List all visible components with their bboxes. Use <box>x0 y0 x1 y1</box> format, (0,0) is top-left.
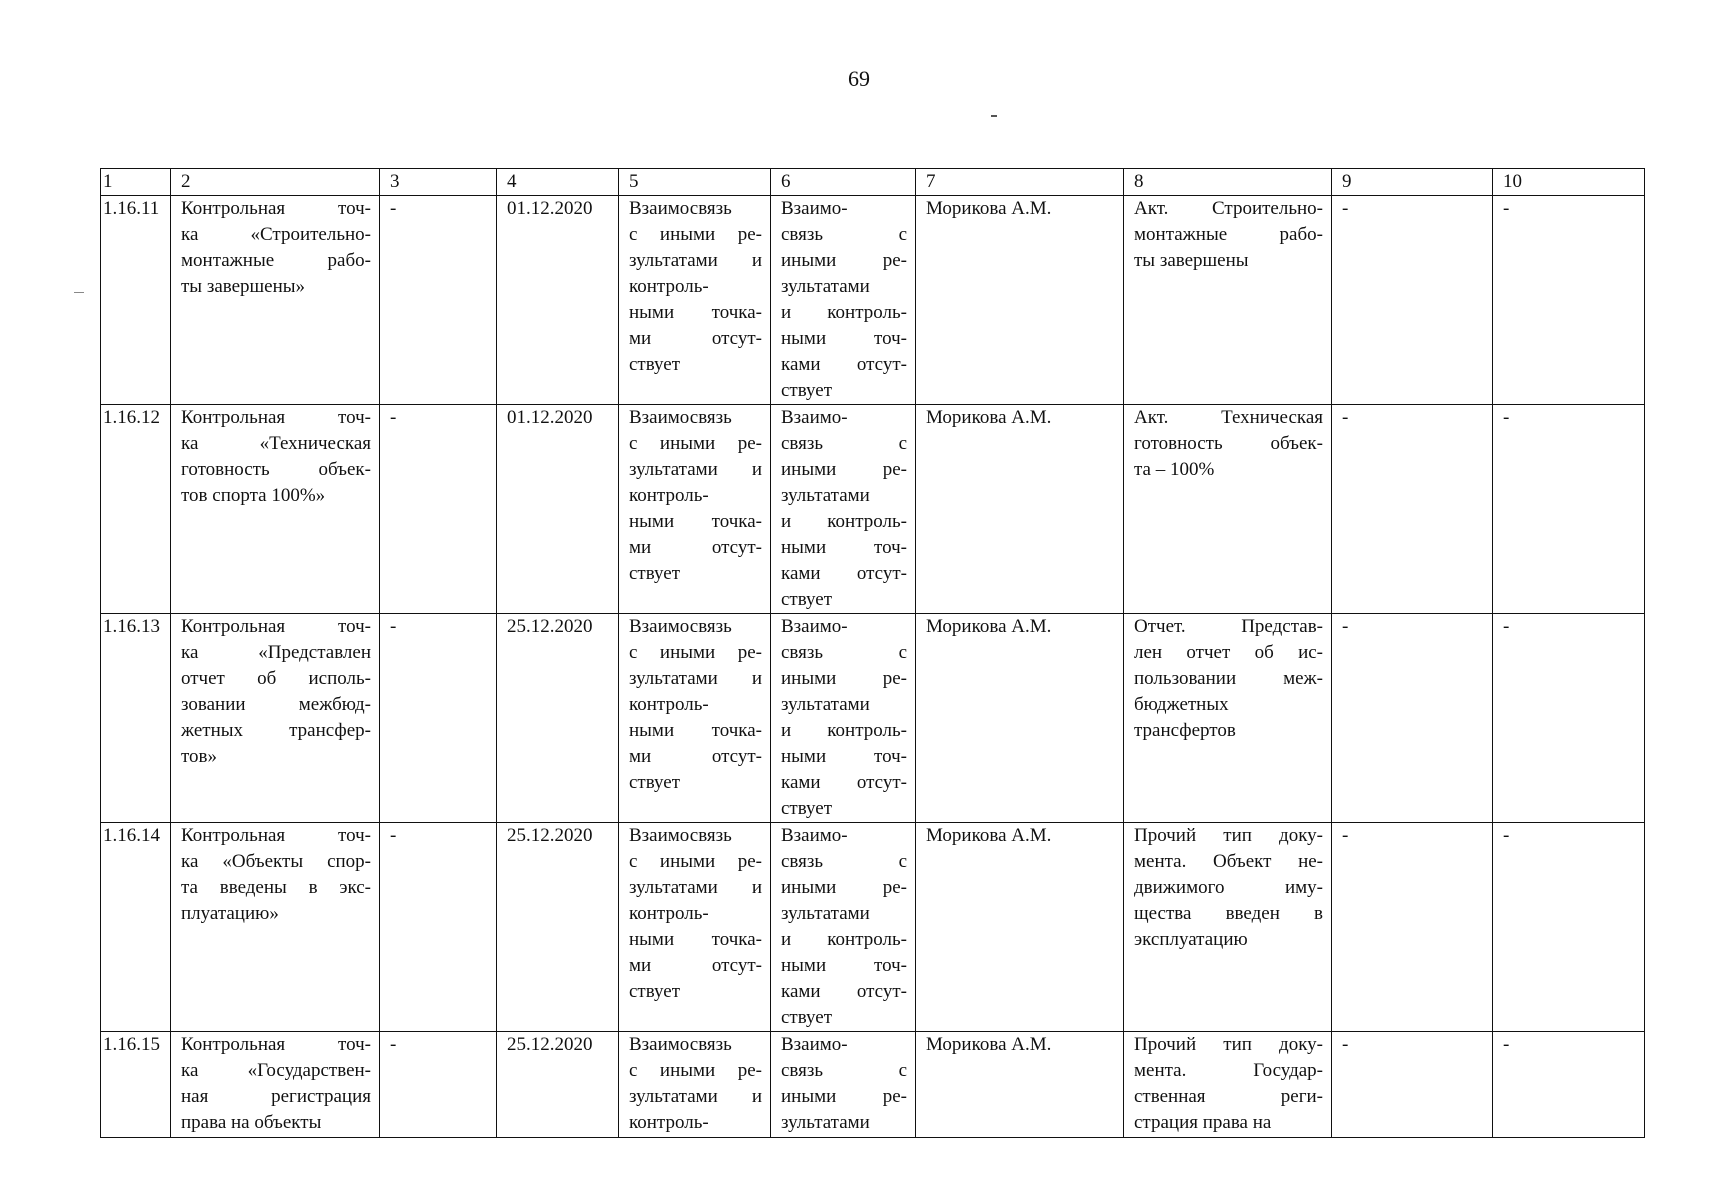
cell-line: Акт. Строительно- <box>1134 198 1323 219</box>
relationship-cell <box>619 1032 771 1138</box>
row-number-cell: 1.16.11 <box>101 196 171 405</box>
cell-line: та – 100% <box>1134 459 1215 480</box>
cell-line: иными ре- <box>781 1086 907 1107</box>
relationship-detail-cell <box>771 823 916 1032</box>
cell-line: ствует <box>781 1007 833 1028</box>
cell-line: Взаимо- <box>781 407 848 428</box>
column-10-cell: - <box>1493 405 1645 614</box>
cell-line: ными точ- <box>781 746 907 767</box>
cell-line: ка «Государствен- <box>181 1060 371 1081</box>
cell-line: зультатами <box>781 1112 870 1133</box>
cell-line: ками отсут- <box>781 981 907 1002</box>
cell-line: связь с <box>781 851 907 872</box>
scan-mark <box>74 292 84 293</box>
relationship-detail-cell <box>771 1032 916 1138</box>
cell-line: та введены в экс- <box>181 877 371 898</box>
column-header: 9 <box>1332 169 1493 196</box>
cell-line: связь с <box>781 1060 907 1081</box>
column-header: 4 <box>497 169 619 196</box>
cell-line: зультатами <box>781 694 870 715</box>
date-cell: 25.12.2020 <box>497 614 619 823</box>
cell-line: ка «Техническая <box>181 433 371 454</box>
column-10-cell: - <box>1493 196 1645 405</box>
cell-line: ствует <box>629 981 681 1002</box>
cell-line: Взаимосвязь <box>629 616 732 637</box>
column-header: 1 <box>101 169 171 196</box>
cell-line: готовность объек- <box>1134 433 1323 454</box>
relationship-detail-cell <box>771 614 916 823</box>
cell-line: Отчет. Представ- <box>1134 616 1323 637</box>
cell-line: иными ре- <box>781 668 907 689</box>
cell-line: ты завершены» <box>181 276 306 297</box>
column-9-cell: - <box>1332 196 1493 405</box>
cell-line: Контрольная точ- <box>181 1034 371 1055</box>
cell-line: бюджетных <box>1134 694 1229 715</box>
cell-line: тов спорта 100%» <box>181 485 326 506</box>
row-number-cell: 1.16.14 <box>101 823 171 1032</box>
cell-line: ствует <box>629 563 681 584</box>
cell-line: зультатами и <box>629 668 762 689</box>
control-point-name-cell <box>171 614 380 823</box>
plan-table <box>100 168 1645 1138</box>
control-point-name-cell <box>171 1032 380 1138</box>
cell-line: ками отсут- <box>781 354 907 375</box>
date-cell: 01.12.2020 <box>497 405 619 614</box>
row-number-cell: 1.16.15 <box>101 1032 171 1138</box>
scan-mark <box>991 115 997 117</box>
cell-line: Взаимо- <box>781 616 848 637</box>
cell-line: с иными ре- <box>629 851 762 872</box>
cell-line: зультатами <box>781 276 870 297</box>
cell-line: контроль- <box>629 485 709 506</box>
responsible-cell: Морикова А.М. <box>916 196 1124 405</box>
cell-line: зовании межбюд- <box>181 694 371 715</box>
cell-line: связь с <box>781 642 907 663</box>
table-row <box>101 196 1645 405</box>
column-header: 6 <box>771 169 916 196</box>
cell-line: плуатацию» <box>181 903 279 924</box>
relationship-cell <box>619 405 771 614</box>
row-number-cell: 1.16.13 <box>101 614 171 823</box>
cell-line: и контроль- <box>781 302 907 323</box>
cell-line: щества введен в <box>1134 903 1323 924</box>
cell-line: ствует <box>781 798 833 819</box>
cell-line: пользовании меж- <box>1134 668 1323 689</box>
cell-line: монтажные рабо- <box>181 250 371 271</box>
cell-line: Взаимо- <box>781 198 848 219</box>
cell-line: ка «Объекты спор- <box>181 851 371 872</box>
cell-line: ствует <box>629 354 681 375</box>
cell-line: иными ре- <box>781 877 907 898</box>
cell-line: движимого иму- <box>1134 877 1323 898</box>
relationship-detail-cell <box>771 405 916 614</box>
cell-line: права на объекты <box>181 1112 322 1133</box>
cell-line: ными точка- <box>629 720 762 741</box>
date-cell: 01.12.2020 <box>497 196 619 405</box>
cell-line: зультатами <box>781 903 870 924</box>
cell-line: ками отсут- <box>781 772 907 793</box>
cell-line: отчет об исполь- <box>181 668 371 689</box>
cell-line: с иными ре- <box>629 642 762 663</box>
cell-line: Взаимосвязь <box>629 407 732 428</box>
cell-line: и контроль- <box>781 720 907 741</box>
cell-line: ка «Строительно- <box>181 224 371 245</box>
cell-line: Взаимосвязь <box>629 825 732 846</box>
cell-line: страция права на <box>1134 1112 1272 1133</box>
cell-line: контроль- <box>629 903 709 924</box>
column-header: 8 <box>1124 169 1332 196</box>
cell-line: и контроль- <box>781 929 907 950</box>
cell-line: ными точка- <box>629 511 762 532</box>
column-10-cell: - <box>1493 614 1645 823</box>
cell-line: ными точка- <box>629 302 762 323</box>
cell-line: Прочий тип доку- <box>1134 1034 1323 1055</box>
cell-line: Взаимосвязь <box>629 1034 732 1055</box>
table-row <box>101 823 1645 1032</box>
relationship-detail-cell <box>771 196 916 405</box>
cell-line: ты завершены <box>1134 250 1249 271</box>
cell-line: Контрольная точ- <box>181 616 371 637</box>
cell-line: с иными ре- <box>629 224 762 245</box>
responsible-cell: Морикова А.М. <box>916 1032 1124 1138</box>
cell-line: Прочий тип доку- <box>1134 825 1323 846</box>
date-cell: 25.12.2020 <box>497 1032 619 1138</box>
responsible-cell: Морикова А.М. <box>916 405 1124 614</box>
column-header: 5 <box>619 169 771 196</box>
column-3-cell: - <box>380 614 497 823</box>
cell-line: контроль- <box>629 1112 709 1133</box>
responsible-cell: Морикова А.М. <box>916 823 1124 1032</box>
cell-line: и контроль- <box>781 511 907 532</box>
column-9-cell: - <box>1332 1032 1493 1138</box>
cell-line: зультатами и <box>629 250 762 271</box>
column-3-cell: - <box>380 405 497 614</box>
control-point-name-cell <box>171 823 380 1032</box>
cell-line: ными точ- <box>781 537 907 558</box>
column-10-cell: - <box>1493 823 1645 1032</box>
cell-line: зультатами и <box>629 459 762 480</box>
column-9-cell: - <box>1332 614 1493 823</box>
cell-line: связь с <box>781 224 907 245</box>
cell-line: ственная реги- <box>1134 1086 1323 1107</box>
cell-line: связь с <box>781 433 907 454</box>
cell-line: жетных трансфер- <box>181 720 371 741</box>
cell-line: Контрольная точ- <box>181 198 371 219</box>
header-row <box>101 169 1645 196</box>
cell-line: зультатами <box>781 485 870 506</box>
control-point-name-cell <box>171 196 380 405</box>
cell-line: ми отсут- <box>629 537 762 558</box>
cell-line: зультатами и <box>629 1086 762 1107</box>
cell-line: готовность объек- <box>181 459 371 480</box>
cell-line: ми отсут- <box>629 328 762 349</box>
cell-line: иными ре- <box>781 250 907 271</box>
document-cell <box>1124 1032 1332 1138</box>
cell-line: ми отсут- <box>629 955 762 976</box>
cell-line: контроль- <box>629 276 709 297</box>
column-10-cell: - <box>1493 1032 1645 1138</box>
cell-line: ными точ- <box>781 955 907 976</box>
column-3-cell: - <box>380 1032 497 1138</box>
document-cell <box>1124 196 1332 405</box>
cell-line: ная регистрация <box>181 1086 371 1107</box>
cell-line: Контрольная точ- <box>181 825 371 846</box>
cell-line: Акт. Техническая <box>1134 407 1323 428</box>
cell-line: мента. Объект не- <box>1134 851 1323 872</box>
column-3-cell: - <box>380 196 497 405</box>
column-9-cell: - <box>1332 405 1493 614</box>
table-row <box>101 614 1645 823</box>
table-row <box>101 1032 1645 1138</box>
cell-line: ными точ- <box>781 328 907 349</box>
cell-line: мента. Государ- <box>1134 1060 1323 1081</box>
cell-line: с иными ре- <box>629 433 762 454</box>
document-cell <box>1124 405 1332 614</box>
cell-line: Контрольная точ- <box>181 407 371 428</box>
column-header: 7 <box>916 169 1124 196</box>
cell-line: лен отчет об ис- <box>1134 642 1323 663</box>
responsible-cell: Морикова А.М. <box>916 614 1124 823</box>
relationship-cell <box>619 823 771 1032</box>
page-number: 69 <box>848 66 870 91</box>
cell-line: эксплуатацию <box>1134 929 1248 950</box>
cell-line: контроль- <box>629 694 709 715</box>
column-9-cell: - <box>1332 823 1493 1032</box>
cell-line: ными точка- <box>629 929 762 950</box>
cell-line: Взаимосвязь <box>629 198 732 219</box>
column-header: 2 <box>171 169 380 196</box>
relationship-cell <box>619 614 771 823</box>
document-cell <box>1124 614 1332 823</box>
cell-line: с иными ре- <box>629 1060 762 1081</box>
date-cell: 25.12.2020 <box>497 823 619 1032</box>
cell-line: ствует <box>781 589 833 610</box>
row-number-cell: 1.16.12 <box>101 405 171 614</box>
cell-line: ствует <box>629 772 681 793</box>
cell-line: трансфертов <box>1134 720 1236 741</box>
cell-line: ми отсут- <box>629 746 762 767</box>
column-3-cell: - <box>380 823 497 1032</box>
cell-line: зультатами и <box>629 877 762 898</box>
cell-line: тов» <box>181 746 218 767</box>
cell-line: ками отсут- <box>781 563 907 584</box>
cell-line: иными ре- <box>781 459 907 480</box>
cell-line: монтажные рабо- <box>1134 224 1323 245</box>
relationship-cell <box>619 196 771 405</box>
cell-line: Взаимо- <box>781 1034 848 1055</box>
column-header: 3 <box>380 169 497 196</box>
column-header: 10 <box>1493 169 1645 196</box>
cell-line: ка «Представлен <box>181 642 371 663</box>
cell-line: ствует <box>781 380 833 401</box>
cell-line: Взаимо- <box>781 825 848 846</box>
control-point-name-cell <box>171 405 380 614</box>
document-cell <box>1124 823 1332 1032</box>
table-row <box>101 405 1645 614</box>
